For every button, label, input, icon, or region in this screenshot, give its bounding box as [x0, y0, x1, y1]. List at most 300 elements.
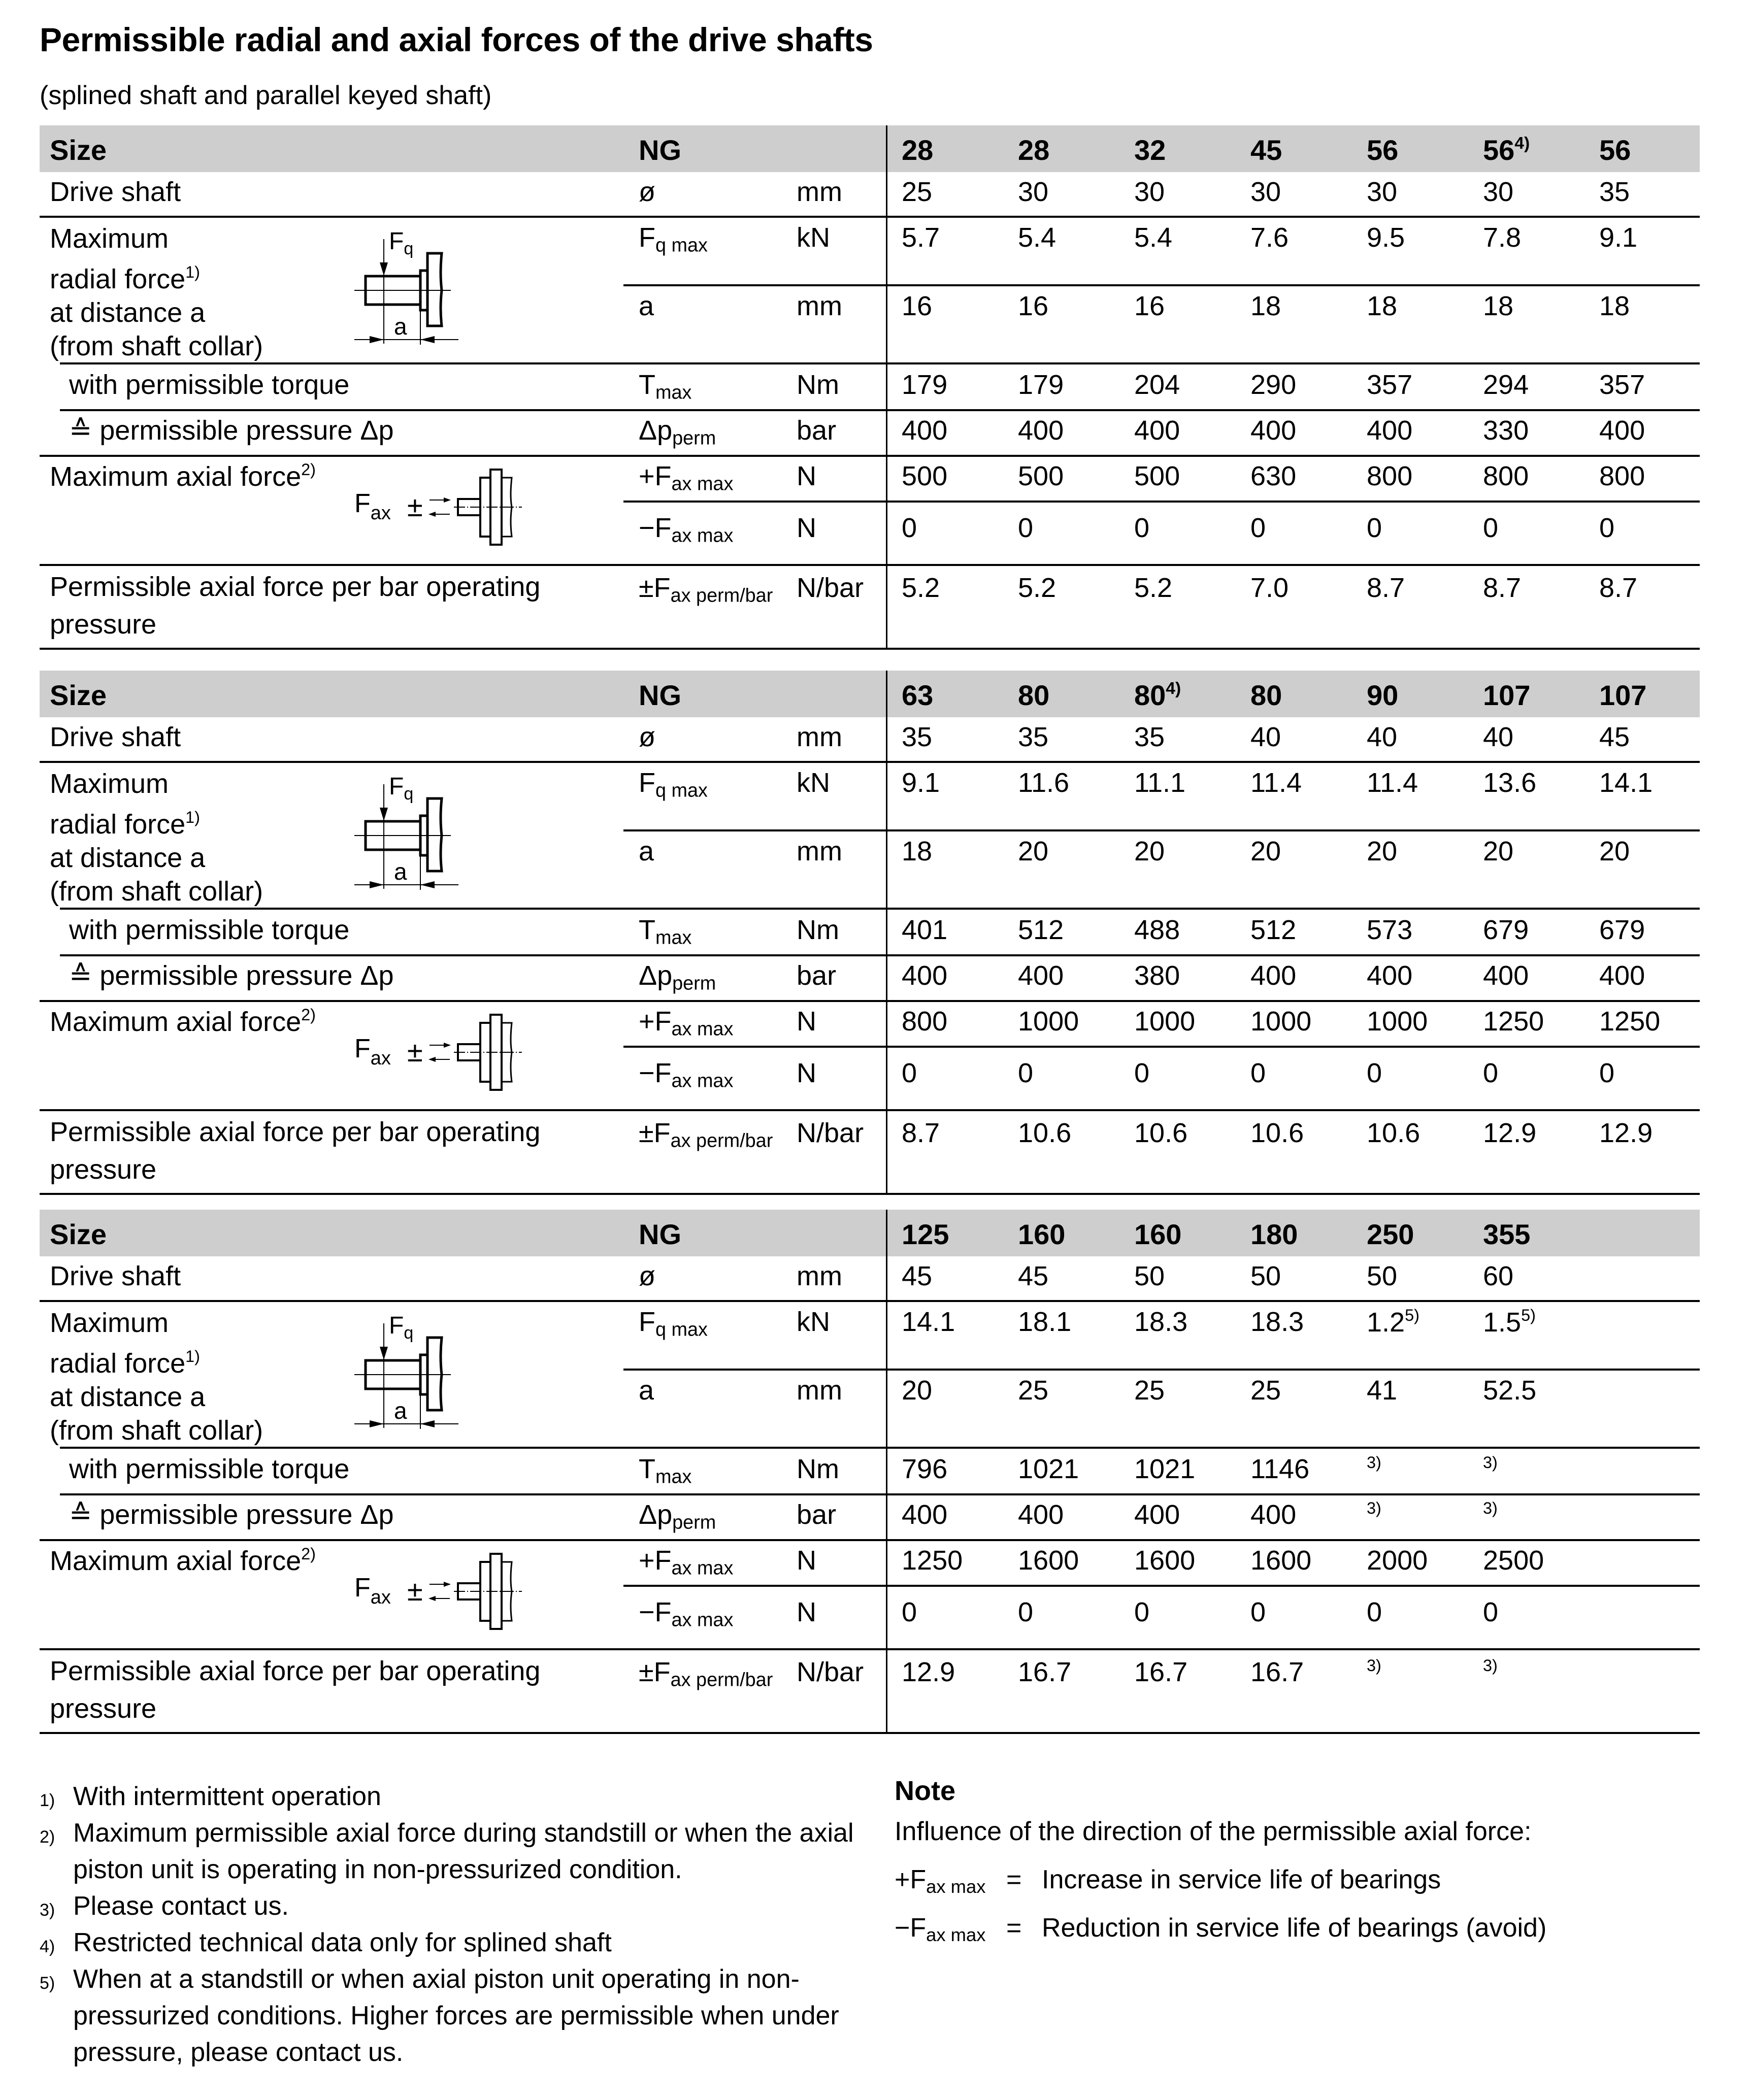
fax-plus-value: 500 — [1134, 461, 1180, 491]
footnote-ref: 4) — [1166, 679, 1181, 698]
a-symbol: a — [639, 1375, 654, 1406]
row-divider — [40, 216, 1700, 218]
dp-perm-value: 400 — [1483, 960, 1529, 991]
t-max-value: 290 — [1250, 370, 1297, 400]
fax-plus-value: 1000 — [1367, 1006, 1428, 1037]
fax-perm-bar-value — [1367, 1656, 1381, 1688]
size-value: 180 — [1250, 1218, 1298, 1250]
footnote-text: Maximum permissible axial force during standstill or when the axial piston unit is operating in non-pressurized condition. — [73, 1818, 854, 1884]
note-equals: = — [1006, 1865, 1022, 1894]
label-line: pressure — [50, 1154, 157, 1185]
size-value: 160 — [1134, 1218, 1182, 1250]
t-max-unit: Nm — [797, 1454, 839, 1484]
dp-perm-value: 380 — [1134, 960, 1180, 991]
label-line: pressure — [50, 1693, 157, 1724]
a-value: 18 — [1599, 291, 1630, 321]
size-value: 28 — [902, 134, 934, 166]
footnote-text: With intermittent operation — [73, 1782, 381, 1811]
fax-minus-value: 0 — [1250, 1597, 1266, 1627]
row-divider — [623, 1046, 1700, 1048]
fax-perm-bar-value: 16.7 — [1018, 1657, 1072, 1687]
note-symbol: $+F_{ax max}$ — [895, 1865, 986, 1897]
radial-force-diagram-icon — [354, 1311, 486, 1441]
a-value: 25 — [1250, 1375, 1281, 1406]
axial-force-diagram-icon — [354, 465, 527, 559]
dp-perm-value: 400 — [1018, 960, 1064, 991]
size-label: Size — [50, 1218, 107, 1250]
row-divider — [40, 761, 1700, 763]
row-divider — [623, 829, 1700, 831]
fax-minus-value: 0 — [1018, 1058, 1034, 1088]
label-line: (from shaft collar) — [50, 876, 263, 907]
a-value: 16 — [1018, 291, 1049, 321]
fax-perm-bar-value: 10.6 — [1367, 1118, 1421, 1148]
fax-perm-bar-value: 12.9 — [1483, 1118, 1537, 1148]
svg-text:Fq: $F_q$ — [389, 228, 414, 258]
fax-plus-value: 1250 — [1599, 1006, 1661, 1037]
footnote-text: When at a standstill or when axial piston unit operating in non-pressurized conditions. Higher forces are permissible when under pressure, please contact us. — [73, 1964, 839, 2067]
svg-text:a: a — [394, 313, 407, 340]
fax-plus-value: 1600 — [1250, 1545, 1312, 1576]
a-unit: mm — [797, 836, 842, 866]
fax-perm-bar-value: 16.7 — [1250, 1657, 1304, 1687]
fax-perm-bar-value — [1483, 1656, 1498, 1688]
table-header-row — [40, 671, 1700, 717]
axial-force-label: Maximum axial force$^{2)}$ — [50, 1545, 316, 1577]
fax-perm-unit: N/bar — [797, 1657, 864, 1687]
column-divider — [886, 1210, 887, 1733]
dp-perm-value: 400 — [1018, 415, 1064, 446]
column-divider — [886, 125, 887, 649]
row-divider — [623, 1369, 1700, 1371]
t-max-value: 204 — [1134, 370, 1180, 400]
fax-plus-value: 1250 — [1483, 1006, 1544, 1037]
fax-perm-bar-value: 12.9 — [1599, 1118, 1653, 1148]
t-max-value: 1021 — [1018, 1454, 1079, 1484]
t-max-value — [1483, 1453, 1498, 1485]
row-divider — [40, 564, 1700, 566]
fax-plus-value: 1000 — [1018, 1006, 1079, 1037]
fax-minus-value: 0 — [902, 513, 917, 543]
subscript: q max — [655, 235, 708, 256]
subscript: perm — [672, 973, 716, 994]
fax-plus-value: 800 — [902, 1006, 948, 1037]
row-divider — [40, 1732, 1700, 1734]
note-text: Increase in service life of bearings — [1042, 1865, 1441, 1894]
a-value: 20 — [1250, 836, 1281, 866]
axial-force-label: Maximum axial force$^{2)}$ — [50, 460, 316, 492]
svg-text:Fax: $F_{ax}$ — [354, 489, 391, 524]
svg-text:Fax: $F_{ax}$ — [354, 1034, 391, 1069]
svg-text:Fq: $F_q$ — [389, 1312, 414, 1343]
footnote-ref: 3) — [1483, 1499, 1498, 1517]
fax-plus-unit: N — [797, 1006, 816, 1037]
fq-max-symbol: $F_{q max}$ — [639, 768, 708, 802]
t-max-value: 573 — [1367, 915, 1413, 945]
row-divider — [40, 1193, 1700, 1195]
row-divider — [40, 455, 1700, 457]
row-divider — [40, 1300, 1700, 1302]
label-line: pressure — [50, 609, 157, 640]
torque-label: with permissible torque — [69, 915, 350, 945]
drive-shaft-value: 50 — [1367, 1261, 1398, 1291]
fq-max-value: 9.1 — [902, 768, 940, 798]
footnote-ref: 1) — [185, 1347, 200, 1365]
fax-perm-bar-value: 10.6 — [1250, 1118, 1304, 1148]
subscript: ax max — [926, 1924, 986, 1946]
a-value: 16 — [1134, 291, 1165, 321]
fax-minus-value: 0 — [1599, 1058, 1615, 1088]
drive-shaft-label: Drive shaft — [50, 177, 181, 207]
row-divider — [60, 362, 1700, 364]
table-header-row — [40, 1210, 1700, 1256]
drive-shaft-symbol: ø — [639, 1261, 655, 1291]
a-value: 52.5 — [1483, 1375, 1537, 1406]
fax-perm-bar-value: 5.2 — [1018, 573, 1056, 603]
row-divider — [60, 409, 1700, 411]
subscript: ax max — [671, 1557, 734, 1579]
dp-perm-value: 400 — [1134, 415, 1180, 446]
page-title: Permissible radial and axial forces of the drive shafts — [40, 21, 873, 58]
svg-text:±: ± — [407, 1036, 423, 1068]
label-line: radial force$^{1)}$ — [50, 263, 200, 295]
drive-shaft-value: 45 — [902, 1261, 933, 1291]
drive-shaft-value: 45 — [1018, 1261, 1049, 1291]
fq-max-value: 5.4 — [1134, 222, 1173, 253]
subscript: ax max — [671, 473, 734, 495]
size-value: 56 — [1367, 134, 1399, 166]
a-value: 18 — [902, 836, 933, 866]
row-divider — [623, 501, 1700, 503]
fax-perm-bar-value: 5.2 — [902, 573, 940, 603]
fax-minus-value: 0 — [902, 1597, 917, 1627]
fax-perm-unit: N/bar — [797, 1118, 864, 1148]
footnote-number: 1) — [40, 1791, 55, 1810]
footnote-ref: 1) — [185, 263, 200, 281]
pressure-label: ≙ permissible pressure Δp — [69, 960, 394, 991]
drive-shaft-value: 35 — [1018, 722, 1049, 752]
subscript: ax max — [926, 1876, 986, 1897]
row-divider — [60, 1447, 1700, 1449]
drive-shaft-symbol: ø — [639, 722, 655, 752]
size-value: 107 — [1599, 679, 1647, 711]
fax-perm-bar-value: 7.0 — [1250, 573, 1289, 603]
fax-plus-value: 2500 — [1483, 1545, 1544, 1576]
svg-text:Fax: $F_{ax}$ — [354, 1573, 391, 1608]
fax-plus-value: 2000 — [1367, 1545, 1428, 1576]
pressure-label: ≙ permissible pressure Δp — [69, 1499, 394, 1530]
label-line: at distance a — [50, 297, 206, 328]
footnote-ref: 2) — [301, 460, 316, 479]
footnote-number: 3) — [40, 1901, 55, 1920]
fq-max-value: 14.1 — [902, 1307, 955, 1337]
fax-plus-value: 630 — [1250, 461, 1297, 491]
fax-plus-value: 1000 — [1250, 1006, 1312, 1037]
note-symbol: $-F_{ax max}$ — [895, 1913, 986, 1946]
fax-perm-bar-value: 8.7 — [1599, 573, 1638, 603]
drive-shaft-value: 30 — [1018, 177, 1049, 207]
footnote-text: Restricted technical data only for splined shaft — [73, 1928, 612, 1957]
fq-max-unit: kN — [797, 1307, 830, 1337]
a-symbol: a — [639, 836, 654, 866]
subscript: ax perm/bar — [670, 585, 773, 607]
subscript: q max — [655, 1319, 708, 1341]
row-divider — [40, 1000, 1700, 1002]
t-max-value: 679 — [1483, 915, 1529, 945]
t-max-value — [1367, 1453, 1381, 1485]
note-heading: Note — [895, 1776, 955, 1806]
size-value: 56$^{4)}$ — [1483, 134, 1530, 166]
footnote-ref: 4) — [1514, 134, 1530, 153]
drive-shaft-value: 30 — [1483, 177, 1514, 207]
dp-perm-symbol: $\Delta p_{perm}$ — [639, 1499, 716, 1534]
size-value: 90 — [1367, 679, 1399, 711]
dp-perm-unit: bar — [797, 1499, 837, 1530]
drive-shaft-value: 50 — [1250, 1261, 1281, 1291]
a-value: 18 — [1483, 291, 1514, 321]
t-max-symbol: $T_{max}$ — [639, 370, 692, 404]
t-max-value: 512 — [1250, 915, 1297, 945]
footnote-ref: 3) — [1367, 1499, 1381, 1517]
dp-perm-value: 400 — [1367, 415, 1413, 446]
radial-force-label — [50, 767, 263, 908]
fax-plus-value: 500 — [1018, 461, 1064, 491]
t-max-symbol: $T_{max}$ — [639, 1454, 692, 1488]
fax-perm-bar-value: 5.2 — [1134, 573, 1173, 603]
note-equals: = — [1006, 1913, 1022, 1943]
dp-perm-value: 400 — [902, 1499, 948, 1530]
fq-max-symbol: $F_{q max}$ — [639, 222, 708, 256]
size-value: 125 — [902, 1218, 949, 1250]
fax-minus-value: 0 — [1250, 513, 1266, 543]
table-header-row — [40, 125, 1700, 172]
fax-minus-value: 0 — [1483, 1597, 1499, 1627]
size-value: 63 — [902, 679, 934, 711]
drive-shaft-unit: mm — [797, 722, 842, 752]
a-value: 20 — [902, 1375, 933, 1406]
fax-perm-symbol: $\pm F_{ax perm/bar}$ — [639, 1118, 773, 1152]
fax-minus-value: 0 — [1134, 513, 1150, 543]
a-value: 16 — [902, 291, 933, 321]
footnote-ref: 2) — [301, 1545, 316, 1563]
drive-shaft-value: 30 — [1250, 177, 1281, 207]
drive-shaft-value: 45 — [1599, 722, 1630, 752]
page-subtitle: (splined shaft and parallel keyed shaft) — [40, 81, 492, 110]
subscript: perm — [672, 427, 716, 449]
note-row-item — [895, 1913, 1546, 1946]
fax-minus-value: 0 — [1483, 513, 1499, 543]
axial-force-diagram-icon — [354, 1550, 527, 1644]
t-max-value: 512 — [1018, 915, 1064, 945]
svg-text:a: a — [394, 1397, 407, 1424]
fax-plus-value: 800 — [1367, 461, 1413, 491]
drive-shaft-label: Drive shaft — [50, 722, 181, 752]
fq-max-value: 18.1 — [1018, 1307, 1072, 1337]
fq-max-value: 11.4 — [1250, 768, 1302, 798]
fax-plus-value: 1000 — [1134, 1006, 1196, 1037]
perm-axial-label — [50, 1652, 540, 1727]
drive-shaft-unit: mm — [797, 177, 842, 207]
label-line: Maximum — [50, 1308, 169, 1338]
drive-shaft-value: 50 — [1134, 1261, 1165, 1291]
subscript: ax perm/bar — [670, 1669, 773, 1691]
perm-axial-label — [50, 568, 540, 643]
footnote-ref: 2) — [301, 1006, 316, 1024]
footnote-number: 2) — [40, 1827, 55, 1847]
a-value: 20 — [1599, 836, 1630, 866]
spec-table-1 — [40, 125, 1700, 649]
t-max-value: 1021 — [1134, 1454, 1196, 1484]
t-max-symbol: $T_{max}$ — [639, 915, 692, 949]
t-max-value: 179 — [902, 370, 948, 400]
fq-max-value: 7.6 — [1250, 222, 1289, 253]
a-value: 20 — [1367, 836, 1398, 866]
t-max-value: 401 — [902, 915, 948, 945]
fq-max-value: 18.3 — [1134, 1307, 1188, 1337]
footnote-ref: 3) — [1367, 1656, 1381, 1675]
fax-perm-bar-value: 10.6 — [1134, 1118, 1188, 1148]
fax-minus-symbol: $-F_{ax max}$ — [639, 1597, 734, 1631]
dp-perm-value — [1483, 1499, 1498, 1531]
a-symbol: a — [639, 291, 654, 321]
fax-minus-value: 0 — [902, 1058, 917, 1088]
dp-perm-symbol: $\Delta p_{perm}$ — [639, 415, 716, 449]
fq-max-symbol: $F_{q max}$ — [639, 1307, 708, 1341]
label-line: radial force$^{1)}$ — [50, 1347, 200, 1379]
t-max-unit: Nm — [797, 915, 839, 945]
fax-perm-bar-value: 16.7 — [1134, 1657, 1188, 1687]
fq-max-value: 11.4 — [1367, 768, 1418, 798]
dp-perm-value: 400 — [1250, 1499, 1297, 1530]
drive-shaft-value: 35 — [902, 722, 933, 752]
dp-perm-value: 400 — [902, 415, 948, 446]
note-row-item — [895, 1864, 1441, 1897]
fax-minus-unit: N — [797, 1058, 816, 1088]
subscript: max — [655, 382, 692, 404]
label-line: Maximum — [50, 769, 169, 799]
row-divider — [60, 954, 1700, 956]
fq-max-value: 11.1 — [1134, 768, 1186, 798]
label-line: at distance a — [50, 1382, 206, 1413]
subscript: ax perm/bar — [670, 1130, 773, 1152]
fax-minus-value: 0 — [1250, 1058, 1266, 1088]
size-value: 32 — [1134, 134, 1166, 166]
size-value: 250 — [1367, 1218, 1414, 1250]
fq-max-value: 5.7 — [902, 222, 940, 253]
fax-minus-value: 0 — [1134, 1058, 1150, 1088]
footnote-number: 4) — [40, 1937, 55, 1956]
size-value: 80 — [1250, 679, 1282, 711]
axial-force-diagram-icon — [354, 1011, 527, 1105]
drive-shaft-value: 35 — [1599, 177, 1630, 207]
a-value: 20 — [1483, 836, 1514, 866]
drive-shaft-value: 60 — [1483, 1261, 1514, 1291]
size-value: 107 — [1483, 679, 1531, 711]
axial-force-label: Maximum axial force$^{2)}$ — [50, 1006, 316, 1038]
subscript: max — [655, 927, 692, 949]
fq-max-unit: kN — [797, 768, 830, 798]
t-max-value: 357 — [1599, 370, 1645, 400]
ng-label: NG — [639, 679, 681, 711]
size-label: Size — [50, 679, 107, 711]
t-max-value: 1146 — [1250, 1454, 1310, 1484]
drive-shaft-value: 30 — [1134, 177, 1165, 207]
fax-perm-bar-value: 8.7 — [1367, 573, 1405, 603]
perm-axial-label — [50, 1113, 540, 1188]
subscript: ax max — [671, 1018, 734, 1040]
svg-text:a: a — [394, 858, 407, 885]
fq-max-value: 13.6 — [1483, 768, 1537, 798]
a-value: 25 — [1018, 1375, 1049, 1406]
fax-plus-value: 800 — [1599, 461, 1645, 491]
t-max-value: 357 — [1367, 370, 1413, 400]
size-value: 80 — [1018, 679, 1050, 711]
fax-perm-symbol: $\pm F_{ax perm/bar}$ — [639, 573, 773, 607]
footnote-ref: 5) — [1405, 1306, 1419, 1324]
fax-minus-unit: N — [797, 513, 816, 543]
footnote-ref: 1) — [185, 808, 200, 826]
fax-perm-bar-value: 12.9 — [902, 1657, 955, 1687]
column-divider — [886, 671, 887, 1194]
label-line: Permissible axial force per bar operating — [50, 1656, 541, 1686]
t-max-unit: Nm — [797, 370, 839, 400]
pressure-label: ≙ permissible pressure Δp — [69, 415, 394, 446]
label-line: Permissible axial force per bar operating — [50, 572, 541, 602]
a-unit: mm — [797, 1375, 842, 1406]
t-max-value: 679 — [1599, 915, 1645, 945]
row-divider — [40, 1539, 1700, 1541]
a-value: 20 — [1018, 836, 1049, 866]
label-line: radial force$^{1)}$ — [50, 808, 200, 840]
label-line: (from shaft collar) — [50, 331, 263, 362]
fax-plus-value: 500 — [902, 461, 948, 491]
dp-perm-value: 400 — [1599, 960, 1645, 991]
fq-max-value: 5.4 — [1018, 222, 1056, 253]
size-value: 28 — [1018, 134, 1050, 166]
a-unit: mm — [797, 291, 842, 321]
dp-perm-value — [1367, 1499, 1381, 1531]
a-value: 18 — [1367, 291, 1398, 321]
fax-perm-bar-value: 8.7 — [902, 1118, 940, 1148]
fax-minus-symbol: $-F_{ax max}$ — [639, 513, 734, 547]
footnote-ref: 3) — [1483, 1656, 1498, 1675]
dp-perm-value: 400 — [902, 960, 948, 991]
footnote-ref: 3) — [1367, 1453, 1381, 1472]
fax-perm-symbol: $\pm F_{ax perm/bar}$ — [639, 1657, 773, 1691]
fax-minus-value: 0 — [1599, 513, 1615, 543]
fax-plus-unit: N — [797, 461, 816, 491]
drive-shaft-label: Drive shaft — [50, 1261, 181, 1291]
fq-max-value: 9.1 — [1599, 222, 1638, 253]
fax-perm-unit: N/bar — [797, 573, 864, 603]
dp-perm-value: 400 — [1250, 960, 1297, 991]
spec-table-2 — [40, 671, 1700, 1194]
svg-text:±: ± — [407, 490, 423, 522]
fax-minus-symbol: $-F_{ax max}$ — [639, 1058, 734, 1092]
footnote-ref: 5) — [1521, 1306, 1536, 1324]
ng-label: NG — [639, 1218, 681, 1250]
note-intro: Influence of the direction of the permissible axial force: — [895, 1817, 1532, 1846]
fax-minus-value: 0 — [1367, 1058, 1382, 1088]
fax-minus-value: 0 — [1367, 513, 1382, 543]
fq-max-value: 1.5$^{5)}$ — [1483, 1306, 1536, 1338]
size-value: 56 — [1599, 134, 1631, 166]
fax-perm-bar-value: 8.7 — [1483, 573, 1522, 603]
fq-max-value: 18.3 — [1250, 1307, 1304, 1337]
drive-shaft-value: 40 — [1367, 722, 1398, 752]
size-value: 355 — [1483, 1218, 1531, 1250]
dp-perm-unit: bar — [797, 960, 837, 991]
